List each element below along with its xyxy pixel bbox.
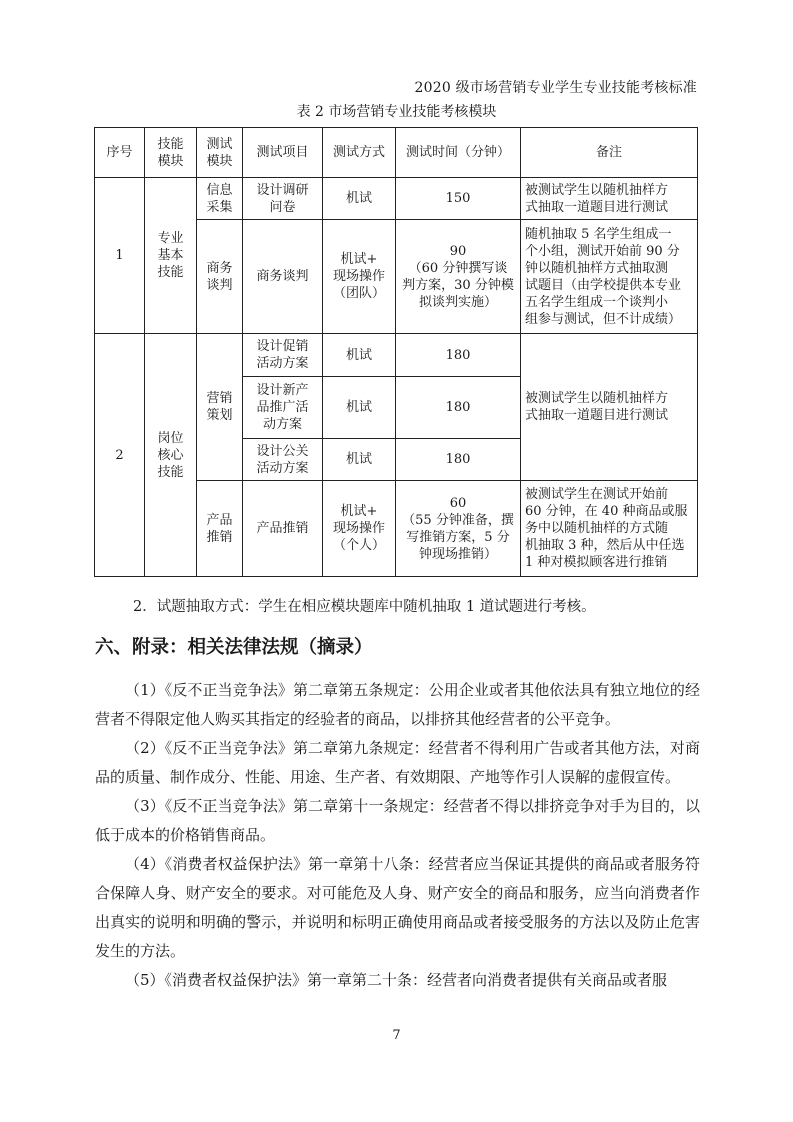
test-module: 产品 推销 bbox=[197, 481, 243, 577]
column-header: 技能 模块 bbox=[145, 128, 197, 178]
test-method: 机试 bbox=[323, 439, 396, 481]
test-method: 机试 bbox=[323, 334, 396, 377]
table-caption: 表 2 市场营销专业技能考核模块 bbox=[296, 104, 497, 120]
law-paragraph: （5）《消费者权益保护法》第一章第二十条：经营者向消费者提供有关商品或者服 bbox=[125, 971, 668, 989]
test-module: 信息 采集 bbox=[197, 178, 243, 220]
law-excerpts bbox=[95, 676, 700, 995]
column-header: 测试 模块 bbox=[197, 128, 243, 178]
test-time: 60 （55 分钟准备，撰 写推销方案，5 分 钟现场推销） bbox=[396, 481, 521, 577]
test-time: 150 bbox=[396, 178, 521, 220]
test-method: 机试 bbox=[323, 178, 396, 220]
test-method: 机试+ 现场操作 （团队） bbox=[323, 220, 396, 334]
law-paragraph: （1）《反不正当竞争法》第二章第五条规定：公用企业或者其他依法具有独立地位的经营者不得限定他人购买其指定的经验者的商品，以排挤其他经营者的公平竞争。 bbox=[95, 681, 700, 728]
test-item: 商务谈判 bbox=[243, 220, 323, 334]
test-module: 营销 策划 bbox=[197, 334, 243, 481]
test-method: 机试 bbox=[323, 377, 396, 439]
law-paragraph: （4）《消费者权益保护法》第一章第十八条：经营者应当保证其提供的商品或者服务符合保障人身、财产安全的要求。对可能危及人身、财产安全的商品和服务，应当向消费者作出真实的说明和明确的警示，并说明和标明正确使用商品或者接受服务的方法以及防止危害发生的方法。 bbox=[95, 855, 700, 960]
skills-assessment-table bbox=[94, 127, 698, 577]
table-row bbox=[95, 178, 698, 220]
test-note: 被测试学生在测试开始前 60 分钟，在 40 种商品或服 务中以随机抽样的方式随 机抽取 3 种，然后从中任选 1 种对模拟顾客进行推销 bbox=[521, 481, 698, 577]
law-paragraph: （2）《反不正当竞争法》第二章第九条规定：经营者不得利用广告或者其他方法，对商品的质量、制作成分、性能、用途、生产者、有效期限、产地等作引人误解的虚假宣传。 bbox=[95, 739, 700, 786]
table-row bbox=[95, 334, 698, 377]
test-item: 设计促销 活动方案 bbox=[243, 334, 323, 377]
skill-module: 专业 基本 技能 bbox=[145, 178, 197, 334]
test-module: 商务 谈判 bbox=[197, 220, 243, 334]
column-header: 测试方式 bbox=[323, 128, 396, 178]
test-time: 90 （60 分钟撰写谈 判方案，30 分钟模 拟谈判实施） bbox=[396, 220, 521, 334]
column-header: 测试时间（分钟） bbox=[396, 128, 521, 178]
test-time: 180 bbox=[396, 377, 521, 439]
extraction-method-note: 2．试题抽取方式：学生在相应模块题库中随机抽取 1 道试题进行考核。 bbox=[133, 599, 596, 615]
law-paragraph: （3）《反不正当竞争法》第二章第十一条规定：经营者不得以排挤竞争对手为目的，以低于成本的价格销售商品。 bbox=[95, 797, 700, 844]
test-note: 随机抽取 5 名学生组成一 个小组，测试开始前 90 分 钟以随机抽样方式抽取测 试题目（由学校提供本专业 五名学生组成一个谈判小 组参与测试，但不计成绩） bbox=[521, 220, 698, 334]
test-time: 180 bbox=[396, 439, 521, 481]
column-header: 测试项目 bbox=[243, 128, 323, 178]
test-time: 180 bbox=[396, 334, 521, 377]
test-item: 设计调研 问卷 bbox=[243, 178, 323, 220]
test-item: 设计公关 活动方案 bbox=[243, 439, 323, 481]
page-number: 7 bbox=[392, 1028, 401, 1043]
row-number: 2 bbox=[95, 334, 145, 577]
column-header: 备注 bbox=[521, 128, 698, 178]
test-note: 被测试学生以随机抽样方 式抽取一道题目进行测试 bbox=[521, 178, 698, 220]
section-heading: 六、附录：相关法律法规（摘录） bbox=[95, 637, 373, 658]
test-method: 机试+ 现场操作 （个人） bbox=[323, 481, 396, 577]
test-item: 设计新产 品推广活 动方案 bbox=[243, 377, 323, 439]
column-header: 序号 bbox=[95, 128, 145, 178]
row-number: 1 bbox=[95, 178, 145, 334]
test-note: 被测试学生以随机抽样方 式抽取一道题目进行测试 bbox=[521, 334, 698, 481]
table-header-row bbox=[95, 128, 698, 178]
skill-module: 岗位 核心 技能 bbox=[145, 334, 197, 577]
test-item: 产品推销 bbox=[243, 481, 323, 577]
running-header: 2020 级市场营销专业学生专业技能考核标准 bbox=[414, 80, 697, 96]
